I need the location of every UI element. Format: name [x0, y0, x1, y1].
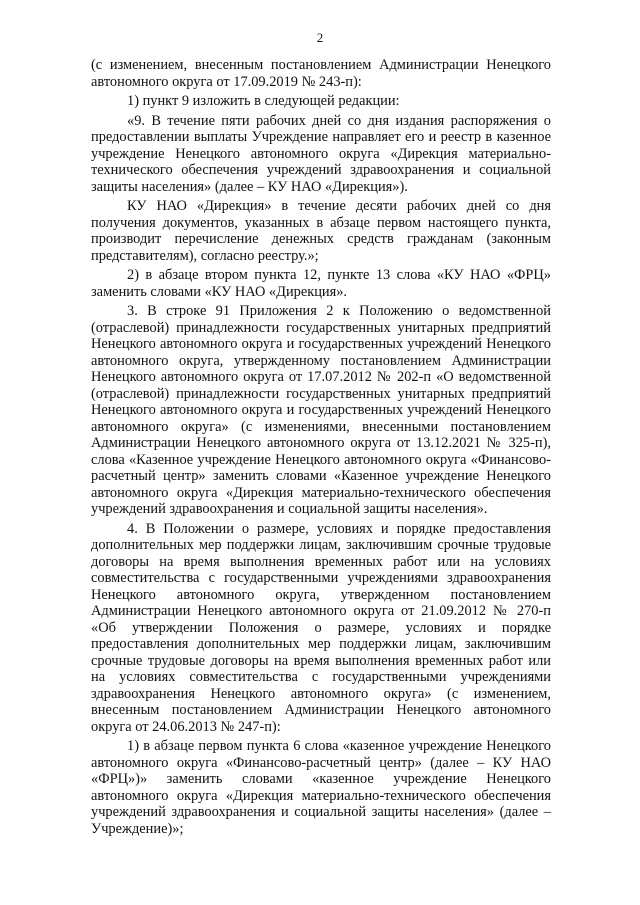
paragraph-item-2: 2) в абзаце втором пункта 12, пункте 13 слова «КУ НАО «ФРЦ» заменить словами «КУ НАО «Дирекция». — [91, 267, 551, 300]
page-number: 2 — [316, 30, 324, 45]
paragraph-quoted-point-9: «9. В течение пяти рабочих дней со дня издания распоряжения о предоставлении выплаты Учреждение направляет его и реестр в казенное учреждение Ненецкого автономного округа «Дирекция материально-технического обеспечения учреждений здравоохранения и социальной защиты населения» (далее – КУ НАО «Дирекция»). — [91, 112, 551, 195]
document-body — [91, 57, 551, 840]
paragraph-section-4-item-1: 1) в абзаце первом пункта 6 слова «казенное учреждение Ненецкого автономного округа «Финансово-расчетный центр» (далее – КУ НАО «ФРЦ»)» заменить словами «казенное учреждение Ненецкого автономного округа «Дирекция материально-технического обеспечения учреждений здравоохранения и социальной защиты населения» (далее – Учреждение)»; — [91, 738, 551, 837]
paragraph-item-1: 1) пункт 9 изложить в следующей редакции: — [127, 93, 400, 109]
paragraph-continuation: (с изменением, внесенным постановлением Администрации Ненецкого автономного округа от 17.09.2019 № 243-п): — [91, 57, 551, 90]
paragraph-section-4: 4. В Положении о размере, условиях и порядке предоставления дополнительных мер поддержки лицам, заключившим срочные трудовые договоры на время выполнения временных работ или на условиях совместительства с государственными учреждениями здравоохранения Ненецкого автономного округа, утвержденном постановлением Администрации Ненецкого автономного округа от 21.09.2012 № 270-п «Об утверждении Положения о размере, условиях и порядке предоставления дополнительных мер поддержки лицам, заключившим срочные трудовые договоры на время выполнения временных работ или на условиях совместительства с государственными учреждениями здравоохранения Ненецкого автономного округа» (с изменением, внесенным постановлением Администрации Ненецкого автономного округа от 24.06.2013 № 247-п): — [91, 520, 551, 735]
paragraph-directorate-transfer: КУ НАО «Дирекция» в течение десяти рабочих дней со дня получения документов, указанных в абзаце первом настоящего пункта, производит перечисление денежных средств гражданам (законным представителям), согласно реестру.»; — [91, 198, 551, 264]
paragraph-section-3: 3. В строке 91 Приложения 2 к Положению о ведомственной (отраслевой) принадлежности государственных унитарных предприятий Ненецкого автономного округа и государственных учреждений Ненецкого автономного округа, утвержденному постановлением Администрации Ненецкого автономного округа от 17.07.2012 № 202-п «О ведомственной (отраслевой) принадлежности государственных унитарных предприятий Ненецкого автономного округа и государственных учреждений Ненецкого автономного округа» (с изменениями, внесенными постановлением Администрации Ненецкого автономного округа от 13.12.2021 № 325-п), слова «Казенное учреждение Ненецкого автономного округа «Финансово-расчетный центр» заменить словами «Казенное учреждение Ненецкого автономного округа «Дирекция материально-технического обеспечения учреждений здравоохранения и социальной защиты населения». — [91, 303, 551, 517]
